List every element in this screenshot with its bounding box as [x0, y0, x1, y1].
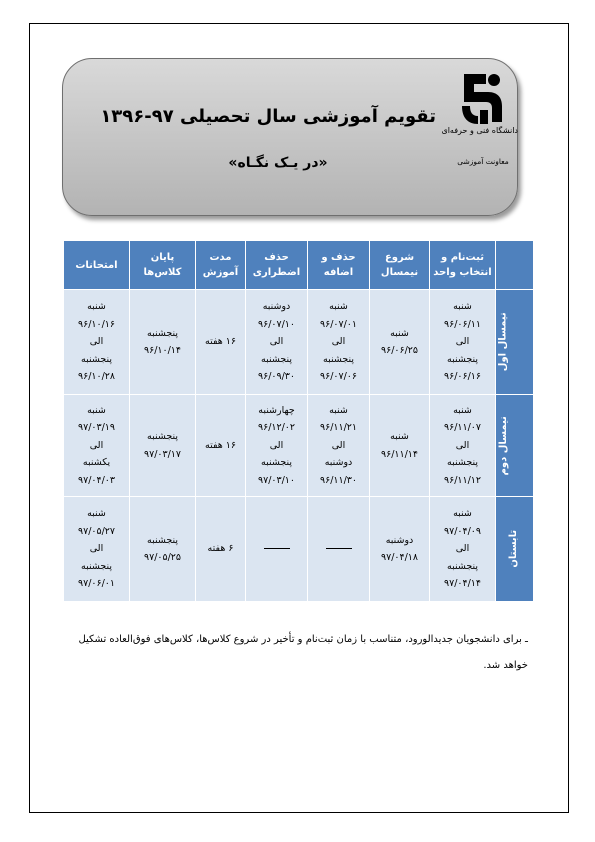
header-row — [64, 241, 534, 290]
cell-text-line: شنبه — [453, 301, 472, 313]
cell-class-end — [130, 497, 196, 602]
cell-text-line: پنجشنبه — [261, 457, 292, 469]
office-name: معاونت آموزشی — [457, 157, 509, 166]
semester-label: نیمسال اول — [497, 312, 509, 372]
cell-text-line: الی — [455, 336, 470, 348]
cell-text-line: الی — [455, 439, 470, 451]
cell-registration — [430, 497, 496, 602]
cell-text-line: الی — [455, 543, 470, 555]
cell-duration — [196, 290, 246, 395]
cell-text-line: الی — [269, 336, 284, 348]
cell-text-line: ۹۷/۰۳/۱۷ — [143, 448, 182, 460]
cell-text-line: ۹۶/۱۲/۰۲ — [257, 422, 296, 434]
semester-label-cell — [496, 497, 534, 602]
cell-text-line: یکشنبه — [82, 457, 111, 469]
cell-text-line: ۹۶/۱۱/۱۲ — [443, 474, 482, 486]
cell-text-line: پنجشنبه — [447, 560, 478, 572]
col-header-class-end: پایان کلاس‌ها — [130, 241, 196, 290]
cell-start — [370, 497, 430, 602]
empty-dash — [326, 548, 352, 549]
cell-text-line: پنجشنبه — [447, 457, 478, 469]
cell-text-line: ۹۶/۰۷/۰۱ — [319, 318, 358, 330]
page-title: تقویم آموزشی سال تحصیلی ۹۷-۱۳۹۶ — [100, 106, 436, 127]
cell-text-line: ۹۶/۱۰/۱۶ — [77, 318, 116, 330]
cell-text-line: پنجشنبه — [81, 353, 112, 365]
cell-text-line: ۹۶/۰۶/۱۱ — [443, 318, 482, 330]
cell-text-line: ۹۶/۱۰/۱۴ — [143, 345, 182, 356]
cell-text-line: الی — [331, 439, 346, 451]
cell-text-line: شنبه — [453, 404, 472, 416]
semester-label: تابستان — [508, 530, 520, 568]
footnote: ـ برای دانشجویان جدیدالورود، متناسب با زمان ثبت‌نام و تأخیر در شروع کلاس‌ها، کلاس‌های فوق‌العاده تشکیل خواهد شد. — [78, 634, 528, 671]
cell-text-line: ۹۶/۱۱/۰۷ — [443, 422, 482, 434]
cell-text-line: پنجشنبه — [81, 560, 112, 572]
cell-text-line: پنجشنبه — [147, 431, 178, 442]
cell-text-line: چهارشنبه — [258, 404, 295, 416]
col-header-registration: ثبت‌نام و انتخاب واحد — [430, 241, 496, 290]
cell-duration — [196, 395, 246, 497]
corner-cell — [496, 241, 534, 290]
cell-text-line: ۱۶ هفته — [204, 336, 236, 348]
table-row — [64, 395, 534, 497]
cell-add-drop — [308, 497, 370, 602]
cell-text-line: ۹۶/۱۱/۳۰ — [319, 474, 358, 486]
cell-class-end — [130, 395, 196, 497]
cell-text-line: شنبه — [87, 508, 106, 520]
cell-text-line: ۹۷/۰۵/۲۷ — [77, 525, 116, 537]
cell-start — [370, 290, 430, 395]
cell-exams — [64, 290, 130, 395]
col-header-add-drop: حذف و اضافه — [308, 241, 370, 290]
cell-text-line: ۹۷/۰۳/۱۹ — [77, 422, 116, 434]
cell-text-line: الی — [89, 336, 104, 348]
col-header-exams: امتحانات — [64, 241, 130, 290]
cell-text-line: شنبه — [390, 431, 409, 442]
cell-text-line: ۹۶/۰۹/۳۰ — [257, 371, 296, 383]
cell-text-line: شنبه — [329, 301, 348, 313]
cell-text-line: ۹۷/۰۴/۱۸ — [380, 552, 419, 563]
cell-text-line: پنجشنبه — [147, 534, 178, 546]
page-subtitle: «در یـک نگـاه» — [228, 155, 328, 171]
semester-label-cell — [496, 290, 534, 395]
cell-text-line: ۹۷/۰۳/۱۰ — [257, 474, 296, 486]
col-header-emergency-drop: حذف اضطراری — [246, 241, 308, 290]
cell-text-line: ۹۷/۰۶/۰۱ — [77, 578, 116, 590]
cell-add-drop — [308, 395, 370, 497]
cell-text-line: ۹۷/۰۵/۲۵ — [143, 552, 182, 563]
cell-text-line: دوشنبه — [262, 301, 291, 313]
cell-text-line: ۹۷/۰۴/۱۴ — [443, 578, 482, 590]
cell-text-line: ۹۶/۱۱/۲۱ — [319, 422, 358, 434]
cell-text-line: الی — [269, 439, 284, 451]
cell-text-line: ۹۶/۰۷/۱۰ — [257, 318, 296, 330]
empty-dash — [264, 548, 290, 549]
cell-text-line: دوشنبه — [385, 534, 414, 546]
cell-text-line: ۹۶/۱۰/۲۸ — [77, 371, 116, 383]
cell-text-line: ۹۶/۰۷/۰۶ — [319, 371, 358, 383]
col-header-duration: مدت آموزش — [196, 241, 246, 290]
cell-text-line: ۱۶ هفته — [204, 439, 236, 451]
cell-text-line: شنبه — [390, 327, 409, 339]
table-row — [64, 497, 534, 602]
calendar-table — [63, 240, 534, 602]
cell-text-line: ۹۶/۰۶/۲۵ — [380, 345, 419, 356]
cell-text-line: ۹۷/۰۴/۰۳ — [77, 474, 116, 486]
cell-exams — [64, 497, 130, 602]
cell-text-line: الی — [331, 336, 346, 348]
cell-start — [370, 395, 430, 497]
col-header-start: شروع نیمسال — [370, 241, 430, 290]
cell-text-line: ۹۶/۰۶/۱۶ — [443, 371, 482, 383]
cell-text-line: شنبه — [87, 404, 106, 416]
semester-label: نیمسال دوم — [497, 415, 509, 476]
cell-emergency-drop — [246, 290, 308, 395]
table-row — [64, 290, 534, 395]
cell-text-line: الی — [89, 543, 104, 555]
cell-text-line: پنجشنبه — [323, 353, 354, 365]
cell-text-line: ۶ هفته — [207, 543, 234, 555]
cell-text-line: الی — [89, 439, 104, 451]
cell-add-drop — [308, 290, 370, 395]
cell-text-line: دوشنبه — [324, 457, 353, 469]
cell-exams — [64, 395, 130, 497]
cell-duration — [196, 497, 246, 602]
cell-emergency-drop — [246, 395, 308, 497]
semester-label-cell — [496, 395, 534, 497]
cell-class-end — [130, 290, 196, 395]
cell-text-line: شنبه — [453, 508, 472, 520]
header-banner — [62, 58, 518, 216]
cell-emergency-drop — [246, 497, 308, 602]
cell-text-line: شنبه — [329, 404, 348, 416]
cell-text-line: ۹۷/۰۴/۰۹ — [443, 525, 482, 537]
cell-text-line: شنبه — [87, 301, 106, 313]
cell-text-line: پنجشنبه — [147, 327, 178, 339]
cell-text-line: پنجشنبه — [447, 353, 478, 365]
cell-text-line: ۹۶/۱۱/۱۴ — [380, 448, 419, 460]
cell-text-line: پنجشنبه — [261, 353, 292, 365]
university-name: دانشگاه فنی و حرفه‌ای — [441, 126, 518, 135]
